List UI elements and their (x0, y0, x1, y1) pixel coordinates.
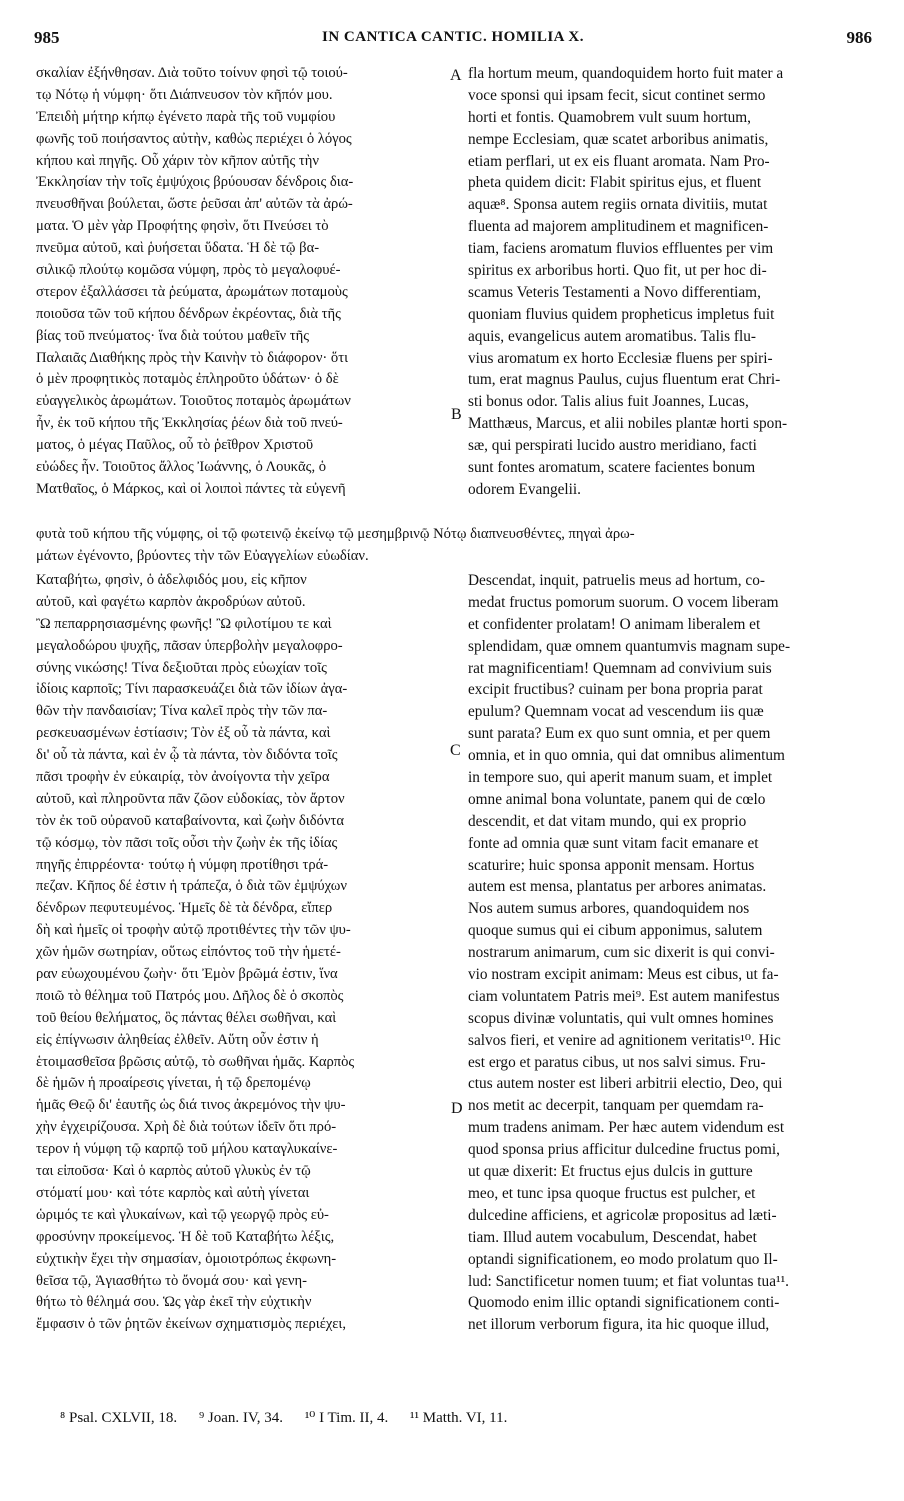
text-line: etiam perflari, ut ex eis fluant aromata. Nam Pro- (468, 152, 770, 170)
text-line: τῳ Νότῳ ἡ νύμφη· ὅτι Διάπνευσον τὸν κῆπόν μου. (36, 86, 333, 103)
text-line: χῶν ἡμῶν σωτηρίαν, οὕτως εἰπόντος τοῦ τὴν ἡμετέ- (36, 944, 341, 961)
text-line: meo, et tunc ipsa quoque fructus est pulcher, et (468, 1184, 756, 1202)
text-line: excipit fructibus? cuinam per bona propria parat (468, 681, 763, 699)
text-line: Quomodo enim illic optandi significationem conti- (468, 1294, 780, 1312)
text-line: ἡμᾶς Θεῷ δι' ἑαυτῆς ὡς διά τινος ἀκρεμόνος τὴν ψυ- (36, 1097, 346, 1114)
text-line: ποιῶ τὸ θέλημα τοῦ Πατρός μου. Δῆλος δὲ ὁ σκοπὸς (36, 987, 344, 1004)
text-line: horti et fontis. Quamobrem vult suum hortum, (468, 108, 751, 126)
text-line: ματος, ὁ μέγας Παῦλος, οὗ τὸ ῥεῖθρον Χριστοῦ (36, 437, 314, 454)
footnote: ¹⁰ I Tim. II, 4. (304, 1410, 389, 1426)
text-line: τὸν ἐκ τοῦ οὐρανοῦ καταβαίνοντα, καὶ ζωὴν διδόντα (36, 812, 345, 829)
text-line: κήπου καὶ πηγῆς. Οὗ χάριν τὸν κῆπον αὐτῆς τὴν (36, 152, 319, 169)
text-line: medat fructus pomorum suorum. O vocem liberam (468, 593, 779, 611)
footnote: ⁹ Joan. IV, 34. (198, 1410, 284, 1426)
text-line: vius aromatum ex horto Ecclesiæ fluens per spiri- (468, 349, 773, 367)
text-line: ἔμφασιν ὁ τῶν ῥητῶν ἐκείνων σχηματισμὸς περιέχει, (36, 1316, 347, 1333)
text-line: tiam. Illud autem vocabulum, Descendat, habet (468, 1228, 757, 1246)
text-line: ἑτοιμασθεῖσα βρῶσις αὐτῷ, τὸ σωθῆναι ἡμᾶς. Καρπὸς (36, 1053, 355, 1070)
text-line: Παλαιᾶς Διαθήκης πρὸς τὴν Καινὴν τὸ διάφορον· ὅτι (36, 349, 349, 366)
text-line: πηγῆς ἐπιρρέοντα· τούτῳ ἡ νύμφη προτίθησι τρά- (36, 856, 329, 873)
text-line: net illorum verborum figura, ita hic quoque illud, (468, 1316, 770, 1334)
text-line: πᾶσι τροφὴν ἐν εὐκαιρίᾳ, τὸν ἀνοίγοντα τὴν χεῖρα (36, 769, 330, 786)
text-line: πεζαν. Κῆπος δέ ἐστιν ἡ τράπεζα, ὁ διὰ τῶν ἐμψύχων (36, 878, 347, 895)
text-line: θῶν τὴν πανδαισίαν; Τίνα καλεῖ πρὸς τὴν τῶν πα- (36, 703, 328, 720)
text-line: in tempore suo, qui aperit manum suam, et implet (468, 769, 773, 787)
text-line: σιλικῷ πλούτῳ κομῶσα νύμφη, πρὸς τὸ μεγαλοφυέ- (36, 262, 341, 279)
text-line: sti bonus odor. Talis alius fuit Joannes, Lucas, (468, 393, 749, 411)
text-line: βίας τοῦ πνεύματος· ἵνα διὰ τούτου μαθεῖν τῆς (36, 327, 310, 344)
text-line: fla hortum meum, quandoquidem horto fuit mater a (468, 65, 784, 82)
text-line: Matthæus, Marcus, et alii nobiles plantæ horti spon- (468, 415, 788, 433)
text-line: nempe Ecclesiam, quæ scatet arboribus animatis, (468, 130, 769, 148)
text-line: πνευσθῆναι βούλεται, ὥστε ῥεῦσαι ἀπ' αὐτῶν τὰ ἀρώ- (36, 196, 353, 213)
text-line: sæ, qui perspirati lucido austro meridiano, facti (468, 437, 757, 455)
text-line: ἰδίοις καρποῖς; Τίνι παρασκευάζει διὰ τῶν ἰδίων ἀγα- (36, 681, 348, 698)
latin-column-bottom (468, 570, 870, 1336)
text-line: στόματί μου· καὶ τότε καρπὸς καὶ αὐτὴ γίνεται (36, 1184, 310, 1201)
text-line: τοῦ θείου θελήματος, ὃς πάντας θέλει σωθῆναι, καὶ (36, 1009, 337, 1026)
section-marker-b: B (451, 406, 462, 423)
text-line: Ἐκκλησίαν τὴν τοῖς ἐμψύχοις βρύουσαν δένδροις δια- (36, 174, 354, 191)
text-line: ματα. Ὁ μὲν γὰρ Προφήτης φησὶν, ὅτι Πνεύσει τὸ (36, 218, 329, 235)
text-line: Ματθαῖος, ὁ Μάρκος, καὶ οἱ λοιποὶ πάντες τὰ εὐγενῆ (36, 480, 346, 497)
text-line: φροσύνην προκείμενος. Ἡ δὲ τοῦ Καταβήτω λέξις, (36, 1228, 335, 1245)
text-line: δι' οὗ τὰ πάντα, καὶ ἐν ᾧ τὰ πάντα, τὸν διδόντα τοῖς (36, 747, 338, 764)
text-line: epulum? Quemnam vocat ad vescendum iis quæ (468, 703, 764, 721)
text-line: pheta quidem dicit: Flabit spiritus ejus, et fluent (468, 174, 762, 192)
footnote: ¹¹ Matth. VI, 11. (410, 1410, 508, 1426)
text-line: εὐαγγελικὸς ἀρωμάτων. Τοιοῦτος ποταμὸς ἀρωμάτων (36, 393, 351, 410)
text-line: voce sponsi qui ipsam fecit, sicut continet sermo (468, 86, 766, 104)
text-line: aquæ⁸. Sponsa autem regiis ornata divitiis, mutat (468, 196, 768, 214)
text-line: et confidenter prolatam! O animam liberalem et (468, 615, 761, 633)
text-line: μεγαλοδώρου ψυχῆς, πᾶσαν ὑπερβολὴν μεγαλοφρο- (36, 637, 343, 654)
page-number-left: 985 (34, 28, 60, 47)
text-line: omne animal bona voluntate, panem qui de cœlo (468, 790, 766, 808)
text-line: nostrarum animarum, cum sic dixerit is qui convi- (468, 944, 775, 962)
page-number-right: 986 (846, 28, 872, 47)
text-line: mum tradens animam. Per hæc autem videndum est (468, 1119, 785, 1137)
footnote: ⁸ Psal. CXLVII, 18. (60, 1410, 178, 1426)
text-line: ποιοῦσα τῶν τοῦ κήπου δένδρων ἐκρέοντας, διὰ τῆς (36, 305, 341, 322)
text-line: δὲ ἡμῶν ἡ προαίρεσις γίνεται, ἡ τῷ δρεπομένῳ (36, 1075, 311, 1092)
text-line: fonte ad omnia quæ sunt vitam facit emanare et (468, 834, 759, 852)
text-line: ctus autem noster est liberi arbitrii electio, Deo, qui (468, 1075, 783, 1093)
text-line: splendidam, quæ omnem quantumvis magnam supe- (468, 637, 791, 655)
text-line: Καταβήτω, φησὶν, ὁ ἀδελφιδός μου, εἰς κῆπον (36, 572, 307, 588)
text-line: est ergo et paratus cibus, ut nos salvi simus. Fru- (468, 1053, 766, 1071)
text-line: tiam, faciens aromatum fluvios effluentes per vim (468, 240, 774, 258)
text-line: αὐτοῦ, καὶ φαγέτω καρπὸν ἀκροδρύων αὐτοῦ. (36, 593, 306, 610)
section-marker-a: A (450, 67, 462, 84)
text-line: sunt parata? Eum ex quo sunt omnia, et per quem (468, 725, 771, 743)
text-line: rat magnificentiam! Quemnam ad convivium suis (468, 659, 772, 677)
text-line: vio nostram excipit animam: Meus est cibus, ut fa- (468, 966, 779, 984)
text-line: ὁ μὲν προφητικὸς ποταμὸς ἐπληροῦτο ὑδάτων· ὁ δὲ (36, 371, 339, 388)
text-line: salvos fieri, et venire ad agnitionem veritatis¹⁰. Hic (468, 1031, 781, 1049)
text-line: nos metit ac decerpit, tanquam per quemdam ra- (468, 1097, 764, 1115)
text-line: optandi significationem, eo modo prolatum quo Il- (468, 1250, 778, 1268)
text-line: scopus divinæ voluntatis, qui vult omnes homines (468, 1009, 774, 1027)
section-marker-d: D (451, 1100, 463, 1117)
text-line: ρεσκευασμένων ἑστίασιν; Τὸν ἐξ οὗ τὰ πάντα, καὶ (36, 725, 331, 742)
text-line: omnia, et in quo omnia, qui dat omnibus alimentum (468, 747, 785, 765)
text-line: αὐτοῦ, καὶ πληροῦντα πᾶν ζῶον εὐδοκίας, τὸν ἄρτον (36, 790, 345, 807)
text-line: ται εἰποῦσα· Καὶ ὁ καρπὸς αὐτοῦ γλυκὺς ἐν τῷ (36, 1163, 311, 1180)
footnotes (60, 1408, 860, 1427)
text-line: εὐώδες ἦν. Τοιοῦτος ἄλλος Ἰωάννης, ὁ Λουκᾶς, ὁ (36, 459, 327, 476)
text-line: Ἐπειδὴ μήτηρ κήπῳ ἐγένετο παρὰ τῆς τοῦ νυμφίου (36, 108, 336, 125)
text-line: Descendat, inquit, patruelis meus ad hortum, co- (468, 572, 765, 589)
text-line: Ὢ πεπαρρησιασμένης φωνῆς! Ὢ φιλοτίμου τε καὶ (36, 615, 332, 632)
text-line: quoniam fluvius quidem propheticus impletus fuit (468, 305, 775, 323)
section-marker-c: C (450, 742, 461, 759)
text-line: tum, erat magnus Paulus, cujus fluentum erat Chri- (468, 371, 781, 389)
text-line: fluenta ad majorem amplitudinem et magnificen- (468, 218, 769, 236)
text-line: quoque sumus qui ei cibum apponimus, salutem (468, 922, 763, 940)
text-line: sunt fontes aromatum, scatere facientes bonum (468, 459, 756, 477)
text-line: τερον ἡ νύμφη τῷ καρπῷ τοῦ μήλου καταγλυκαίνε- (36, 1141, 338, 1158)
text-line: τῷ κόσμῳ, τὸν πᾶσι τοῖς οὖσι τὴν ζωὴν ἐκ τῆς ἰδίας (36, 834, 338, 851)
text-line: lud: Sanctificetur nomen tuum; et fiat voluntas tua¹¹. (468, 1272, 789, 1290)
text-line: δὴ καὶ ἡμεῖς οἱ τροφὴν αὐτῷ προτιθέντες τὴν τῶν ψυ- (36, 922, 351, 939)
text-line: φυτὰ τοῦ κήπου τῆς νύμφης, οἱ τῷ φωτεινῷ ἐκείνῳ τῷ μεσημβρινῷ Νότῳ διαπνευσθέντες, πηγαὶ ἀρω- (36, 526, 635, 542)
text-line: scamus Veteris Testamenti a Novo differentiam, (468, 283, 761, 301)
text-line: ἦν, ἐκ τοῦ κήπου τῆς Ἐκκλησίας ῥέων διὰ τοῦ πνεύ- (36, 415, 343, 432)
greek-column-bottom (36, 570, 448, 1336)
text-line: θήτω τὸ θέλημά σου. Ὡς γὰρ ἐκεῖ τὴν εὐχτικὴν (36, 1294, 312, 1311)
text-line: scaturire; huic sponsa apponit mensam. Hortus (468, 856, 755, 874)
text-line: μάτων ἐγένοντο, βρύοντες τὴν τῶν Εὐαγγελίων εὐωδίαν. (36, 547, 369, 564)
running-title: IN CANTICA CANTIC. HOMILIA X. (321, 29, 585, 45)
text-line: Nos autem sumus arbores, quandoquidem nos (468, 900, 750, 918)
text-line: εὐχτικὴν ἔχει τὴν σημασίαν, ὁμοιοτρόπως ἐκφωνη- (36, 1250, 337, 1267)
text-line: dulcedine afficiens, et agricolæ propositus ad læti- (468, 1206, 777, 1224)
latin-column-top (468, 63, 870, 501)
text-line: ὡριμός τε καὶ γλυκαίνων, καὶ τῷ γεωργῷ πρὸς εὐ- (36, 1206, 329, 1223)
text-line: spiritus ex arboribus horti. Quo fit, ut per hoc di- (468, 262, 767, 280)
text-line: quod sponsa prius afficitur dulcedine fructus pomi, (468, 1141, 780, 1159)
text-line: ciam voluntatem Patris mei⁹. Est autem manifestus (468, 987, 780, 1005)
text-line: aquis, evangelicus autem aromatibus. Talis flu- (468, 327, 756, 345)
text-line: odorem Evangelii. (468, 480, 581, 498)
text-line: θεῖσα τῷ, Ἁγιασθήτω τὸ ὄνομά σου· καὶ γενη- (36, 1272, 308, 1289)
text-line: descendit, et dat vitam mundo, qui ex proprio (468, 812, 747, 830)
text-line: στερον ἐξαλλάσσει τὰ ῥεύματα, ἀρωμάτων ποταμοὺς (36, 283, 348, 300)
text-line: ut quæ dixerit: Et fructus ejus dulcis in gutture (468, 1163, 753, 1181)
text-line: δένδρων πεφυτευμένος. Ἡμεῖς δὲ τὰ δένδρα, εἴπερ (36, 900, 333, 917)
greek-full-width-paragraph (36, 524, 872, 568)
text-line: χὴν ἐγχειρίζουσα. Χρὴ δὲ διὰ τούτων ἰδεῖν ὅτι πρό- (36, 1119, 337, 1136)
text-line: εἰς ἐπίγνωσιν ἀληθείας ἐλθεῖν. Αὕτη οὖν ἐστιν ἡ (36, 1031, 319, 1048)
text-line: ραν εὐωχουμένου ζωὴν· ὅτι Ἐμὸν βρῶμά ἐστιν, ἵνα (36, 966, 338, 983)
text-line: σκαλίαν ἐξήνθησαν. Διὰ τοῦτο τοίνυν φησὶ τῷ τοιού- (36, 65, 348, 81)
text-line: σύνης νικώσης! Τίνα δεξιοῦται πρὸς εὐωχίαν τοῖς (36, 659, 327, 676)
text-line: πνεῦμα αὐτοῦ, καὶ ῥυήσεται ὕδατα. Ἡ δὲ τῷ βα- (36, 240, 320, 257)
text-line: φωνῆς τοῦ ποιήσαντος αὐτὴν, καθὼς περιέχει ὁ λόγος (36, 130, 352, 147)
text-line: autem est mensa, plantatus per arbores animatas. (468, 878, 767, 896)
running-header (34, 28, 872, 54)
greek-column-top (36, 63, 448, 501)
